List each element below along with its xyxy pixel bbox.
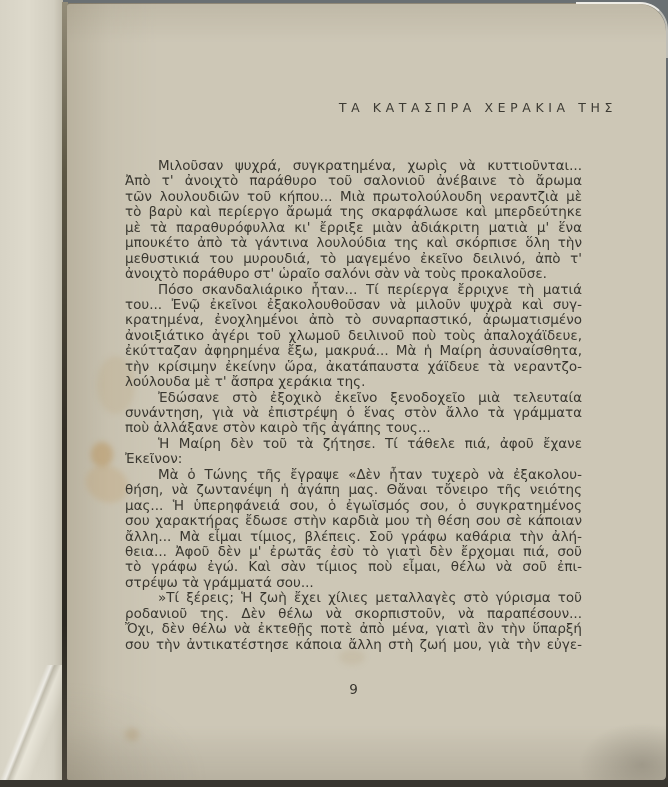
text-line: του... Ἐνῷ ἐκεῖνοι ἐξακολουθοῦσαν νὰ μιλοῦν ψυχρὰ καὶ συγ- (125, 296, 582, 313)
text-line: ἀνοιξιάτικο ἀγέρι τοῦ χλωμοῦ δειλινοῦ ποὺ τοὺς ἀπαλοχάϊδευε, (125, 327, 582, 344)
text-line: »Τί ξέρεις; Ἡ ζωὴ ἔχει χίλιες μεταλλαγὲς στὸ γύρισμα τοῦ (158, 590, 582, 607)
text-line: θήση, νὰ ζωντανέψη ἡ ἀγάπη μας. Θἄναι τὄνειρο τῆς νειότης (125, 482, 582, 499)
paper-stain (125, 728, 139, 741)
text-line: Πόσο σκανδαλιάρικο ἦταν... Τί περίεργα ἔρριχνε τὴ ματιά (158, 281, 582, 298)
text-line: Μιλοῦσαν ψυχρά, συγκρατημένα, χωρὶς νὰ κυττιοῦνται... (158, 158, 582, 174)
book-page (67, 3, 666, 780)
text-line: μας... Ἡ ὑπερηφάνειά σου, ὁ ἐγωϊσμός σου, ὁ συγκρατημένος (125, 497, 582, 514)
text-line: λούλουδα μὲ τ' ἄσπρα χεράκια της. (125, 374, 366, 391)
text-line: μεθυστικιά του μυρουδιά, τὸ μαγεμένο ἐκεῖνο δειλινό, ἀπὸ τ' (125, 250, 582, 267)
page-number: 9 (349, 682, 358, 698)
text-line: τῶν λουλουδιῶν τοῦ κήπου... Μιὰ πρωτολούλουδη νεραντζιὰ μὲ (125, 188, 582, 205)
body-text (125, 159, 582, 653)
text-line: συνάντηση, γιὰ νὰ ἐπιστρέψη ὁ ἕνας στὸν ἄλλο τὰ γράμματα (125, 405, 582, 421)
text-line: τὴν κρίσιμην ἐκείνην ὥρα, ἀκατάπαυστα χάϊδευε τὰ νεραντζο- (125, 358, 582, 375)
text-line: ἐκύτταζαν ἀφηρημένα ἔξω, μακρυά... Μὰ ἡ Μαίρη ἀσυναίσθητα, (125, 343, 582, 360)
text-line: σου χαρακτήρας ἔδωσε στὴν καρδιὰ μου τὴ θέση σου σὲ κάποιαν (125, 513, 582, 530)
text-line: Ἐδώσανε στὸ ἐξοχικὸ ἐκεῖνο ξενοδοχεῖο μιὰ τελευταία (158, 389, 582, 406)
text-line: κρατημένα, ἐνοχλημένοι ἀπὸ τὸ συναρπαστικό, ἀρωματισμένο (125, 312, 582, 329)
running-header: ΤΑ ΚΑΤΑΣΠΡΑ ΧΕΡΑΚΙΑ ΤΗΣ (338, 100, 617, 115)
text-line: θεια... Ἀφοῦ δὲν μ' ἐρωτᾶς ἐσὺ τὸ γιατὶ δὲν ἔρχομαι πιά, σοῦ (125, 543, 582, 560)
text-line: ἄλλη... Μὰ εἶμαι τίμιος, βλέπεις. Σοῦ γράφω καθάρια τὴν ἀλή- (125, 528, 582, 545)
text-line: ροδανιοῦ της. Δὲν θέλω νὰ σκορπιστοῦν, νὰ παραπέσουν... (125, 605, 582, 622)
paper-stain (91, 442, 113, 467)
text-line: Ἐκεῖνον: (125, 451, 183, 468)
text-line: στρέψω τὰ γράμματά σου... (125, 574, 314, 591)
page-fold-crease (0, 665, 63, 780)
previous-page-edge (0, 0, 63, 780)
text-line: Ἀπὸ τ' ἀνοιχτὸ παράθυρο τοῦ σαλονιοῦ ἀνέβαινε τὸ ἄρωμα (125, 173, 582, 190)
text-line: τὸ γράφω ἐγώ. Καὶ σὰν τίμιος ποὺ εἶμαι, θέλω νὰ σοῦ ἐπι- (125, 559, 582, 576)
text-line: Ὄχι, δὲν θέλω νὰ ἐκτεθῇς ποτὲ ἀπὸ μένα, γιατὶ ἂν τὴν ὕπαρξή (125, 621, 582, 638)
text-line: μπουκέτο ἀπὸ τὰ γάντινα λουλούδια της καὶ σκόρπισε ὅλη τὴν (125, 235, 582, 252)
text-line: σου τὴν ἀντικατέστησε κάποια ἄλλη στὴ ζωή μου, γιὰ τὴν εὐγε- (125, 636, 582, 653)
text-line: μὲ τὰ παραθυρόφυλλα κι' ἔρριξε μιὰν ἀδιάκριτη ματιὰ μ' ἕνα (125, 219, 582, 236)
text-line: τὸ βαρὺ καὶ περίεργο ἄρωμά της σκαρφάλωσε καὶ μπερδεύτηκε (125, 204, 582, 221)
text-line: Μὰ ὁ Τώνης τῆς ἔγραψε «Δὲν ἦταν τυχερὸ νὰ ἐξακολου- (158, 466, 582, 483)
text-line: Ἡ Μαίρη δὲν τοῦ τὰ ζήτησε. Τί τάθελε πιά, ἀφοῦ ἔχανε (158, 435, 582, 452)
text-line: ποὺ ἀλλάξανε στὸν καιρὸ τῆς ἀγάπης τους... (125, 420, 431, 437)
page-corner-highlight (576, 2, 668, 58)
text-line: ἀνοιχτὸ ποράθυρο στ' ὡραῖο σαλόνι σὰν νὰ τοὺς προκαλοῦσε. (125, 266, 547, 283)
